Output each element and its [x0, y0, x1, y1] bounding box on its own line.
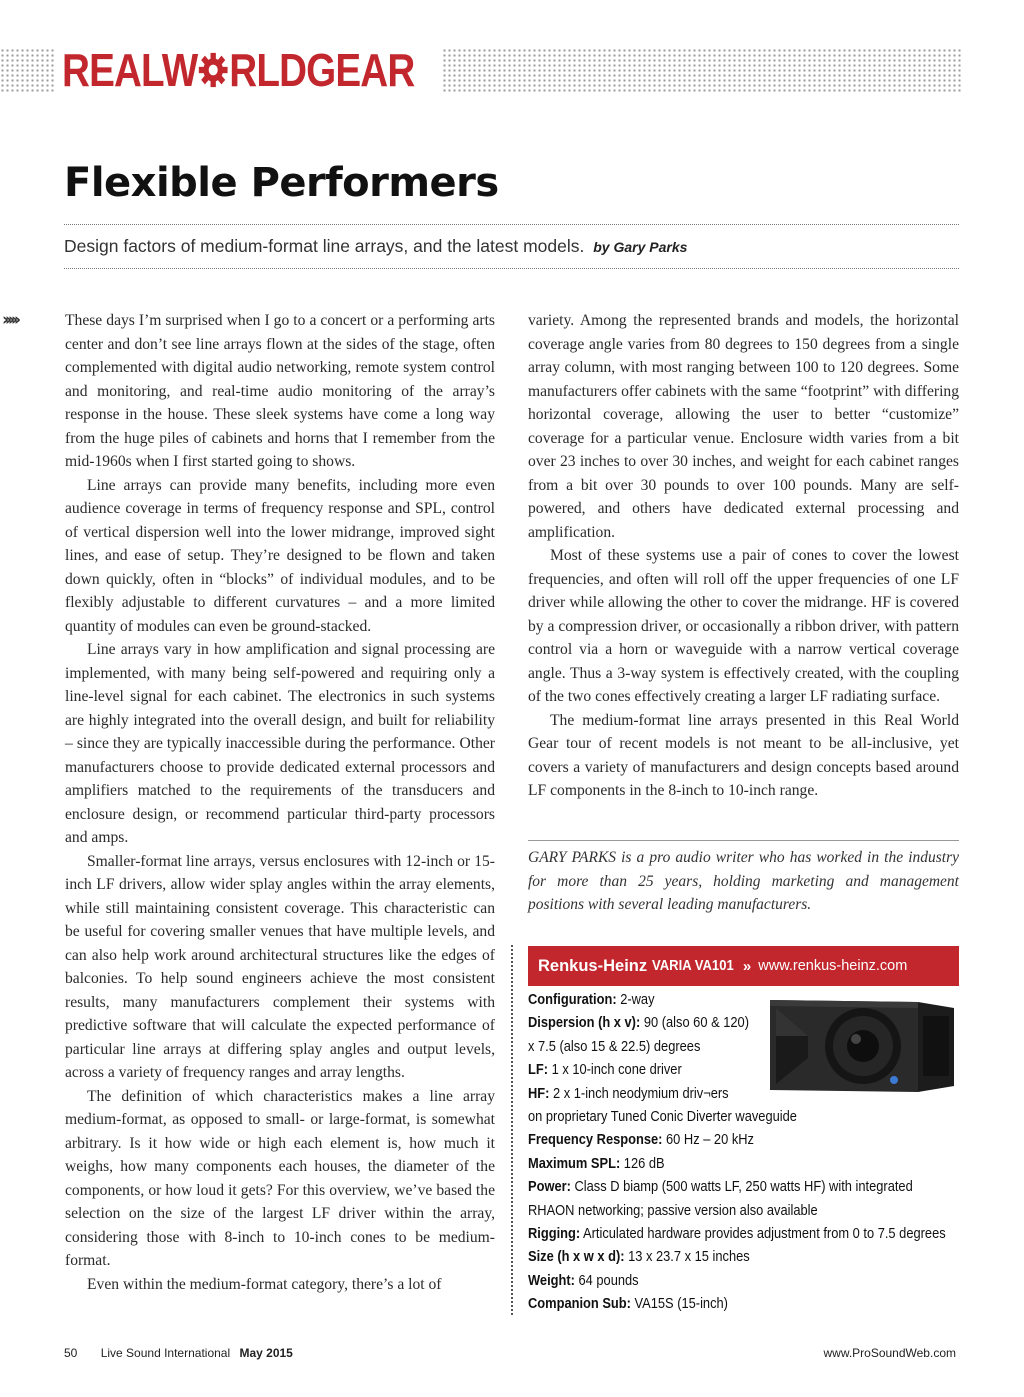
masthead-dot-pattern-left [0, 48, 54, 92]
spec-label: Weight: [528, 1272, 575, 1289]
spec-row [528, 1246, 924, 1269]
spec-value: 1 x 10-inch cone driver [548, 1062, 682, 1079]
author-bio: GARY PARKS is a pro audio writer who has worked in the industry for more than 25 years, holding marketing and management positions with several leading manufacturers. [528, 849, 959, 913]
issue-date: May 2015 [239, 1346, 293, 1360]
spec-value: 2 x 1-inch neodymium driv¬ers [549, 1085, 729, 1102]
paragraph: Line arrays vary in how amplification and signal processing are implemented, with many being self-powered and requiring only a line-level signal for each cabinet. The electronics in such systems are highly integrated into the overall design, and built for reliability – since they are typically inaccessible during the performance. Other manufacturers choose to provide dedicated external processors and amplifiers matched to the requirements of the transducers and enclosure design, or recommend particular third-party processors and amps. [65, 641, 495, 846]
product-header-bar [528, 946, 959, 986]
spec-row [528, 1223, 946, 1246]
spec-value: on proprietary Tuned Conic Diverter waveguide [528, 1109, 797, 1126]
spec-row [528, 1176, 924, 1199]
article-column-left [65, 309, 495, 1296]
article-column-right [528, 309, 959, 803]
paragraph: Smaller-format line arrays, versus enclosures with 12-inch or 15-inch LF drivers, allow wider splay angles within the array elements, while still maintaining consistent coverage. This characteristic can be useful for covering smaller venues that have multiple levels, and can also help work around architectural structures like the edges of balconies. To help sound engineers achieve the most consistent results, many manufacturers complement their systems with predictive software that will calculate the expected performance of particular line arrays at differing splay angles and output levels, across a variety of frequency ranges and array lengths. [65, 852, 495, 1081]
product-model: VARIA VA101 [652, 958, 734, 974]
spec-label: Maximum SPL: [528, 1155, 621, 1172]
spec-value: VA15S (15-inch) [630, 1296, 728, 1313]
deck-text: Design factors of medium-format line arrays, and the latest models. [64, 236, 585, 256]
spec-label: HF: [528, 1085, 550, 1102]
paragraph: The medium-format line arrays presented in this Real World Gear tour of recent models is not meant to be all-inclusive, yet covers a variety of manufacturers and design concepts based around LF components in the 8-inch to 10-inch range. [528, 711, 959, 799]
page-number: 50 [64, 1346, 78, 1360]
publication-name: Live Sound International [100, 1346, 231, 1360]
spec-row [528, 1270, 924, 1293]
site-url-link[interactable]: www.ProSoundWeb.com [823, 1346, 956, 1360]
spec-value: 126 dB [620, 1155, 665, 1172]
speaker-product-image [768, 996, 956, 1094]
article-headline: Flexible Performers [64, 160, 499, 206]
spec-row [528, 1106, 924, 1129]
divider-bottom [64, 268, 959, 269]
page-footer-left [64, 1346, 293, 1360]
spec-label: Frequency Response: [528, 1132, 663, 1149]
spec-row [528, 1129, 924, 1152]
divider-top [64, 224, 959, 225]
article-deck [64, 236, 687, 257]
spec-value: 60 Hz – 20 kHz [662, 1132, 754, 1149]
spec-value: 90 (also 60 & 120) [640, 1015, 749, 1032]
paragraph: Most of these systems use a pair of cones to cover the lowest frequencies, and often will roll off the upper frequencies of one LF driver while allowing the other to cover the midrange. HF is covered by a compression driver, or occasionally a ribbon driver, with pattern control via a horn or waveguide with a narrow vertical coverage angle. Thus a 3-way system is effectively created, with the coupling of the two cones effectively creating a larger LF radiating surface. [528, 547, 959, 705]
spec-label: Size (h x w x d): [528, 1249, 625, 1266]
spec-label: LF: [528, 1062, 549, 1079]
spec-row [528, 1293, 924, 1316]
paragraph: Even within the medium-format category, there’s a lot of [87, 1275, 442, 1293]
bio-divider [528, 840, 959, 841]
spec-label: Power: [528, 1179, 571, 1196]
spec-value: 13 x 23.7 x 15 inches [624, 1249, 750, 1266]
gear-icon [198, 52, 228, 88]
sidebar-dotted-rule [511, 945, 513, 1315]
masthead-text-2: RLDGEAR [229, 44, 415, 96]
spec-row [528, 1200, 924, 1223]
spec-value: 64 pounds [574, 1272, 639, 1289]
section-masthead [62, 44, 414, 96]
chevrons-icon: ››››› [2, 310, 18, 330]
masthead-text-1: REALW [62, 44, 198, 96]
byline: by Gary Parks [593, 239, 688, 255]
product-brand: Renkus-Heinz [538, 956, 648, 975]
spec-value: RHAON networking; passive version also available [528, 1202, 818, 1219]
paragraph: Line arrays can provide many benefits, including more even audience coverage in terms of frequency response and SPL, control of vertical dispersion well into the lower midrange, improved sight lines, and ease of setup. They’re designed to be flown and taken down quickly, often in “blocks” of individual modules, and to be flexibly adjustable to different curvatures – and a more limited quantity of modules can even be ground-stacked. [65, 476, 495, 635]
spec-label: Configuration: [528, 992, 617, 1008]
spec-label: Dispersion (h x v): [528, 1015, 641, 1032]
spec-row [528, 1153, 924, 1176]
spec-value: 2-way [616, 992, 655, 1008]
paragraph: These days I’m surprised when I go to a concert or a performing arts center and don’t see line arrays flown at the sides of the stage, often complemented with digital audio networking, remote system control and monitoring, and real-time audio monitoring of the array’s response in the house. These sleek systems have come a long way from the huge piles of cabinets and horns that I remember from the mid-1960s when I first started going to shows. [65, 312, 495, 470]
product-url-link[interactable]: www.renkus-heinz.com [758, 958, 908, 974]
spec-value: x 7.5 (also 15 & 22.5) degrees [528, 1038, 701, 1055]
masthead-dot-pattern-right [442, 48, 962, 92]
spec-value: Articulated hardware provides adjustment from 0 to 7.5 degrees [580, 1226, 946, 1243]
paragraph: The definition of which characteristics makes a line array medium-format, as opposed to small- or large-format, is somewhat arbitrary. Is it how wide or high each element is, how much it weighs, how many components each houses, the diameter of the components, or how loud it gets? For this overview, we’ve based the selection on the size of the largest LF driver within the array, considering those with 8-inch to 10-inch cones to be medium-format. [65, 1087, 495, 1269]
spec-value: Class D biamp (500 watts LF, 250 watts HF) with integrated [570, 1179, 913, 1196]
paragraph: variety. Among the represented brands and models, the horizontal coverage angle varies from 80 degrees to 150 degrees from a single array column, with most ranging between 100 to 120 degrees. Some manufacturers offer cabinets with the same “footprint” with differing horizontal coverage, allowing the user to better “customize” coverage for a particular venue. Enclosure width varies from a bit over 23 inches to over 30 inches, and weight for each cabinet ranges from a bit over 30 pounds to over 100 pounds. Many are self-powered, and others have dedicated external processing and amplification. [528, 312, 959, 541]
arrow-icon: » [742, 957, 749, 975]
spec-label: Rigging: [528, 1226, 581, 1243]
spec-label: Companion Sub: [528, 1296, 631, 1313]
